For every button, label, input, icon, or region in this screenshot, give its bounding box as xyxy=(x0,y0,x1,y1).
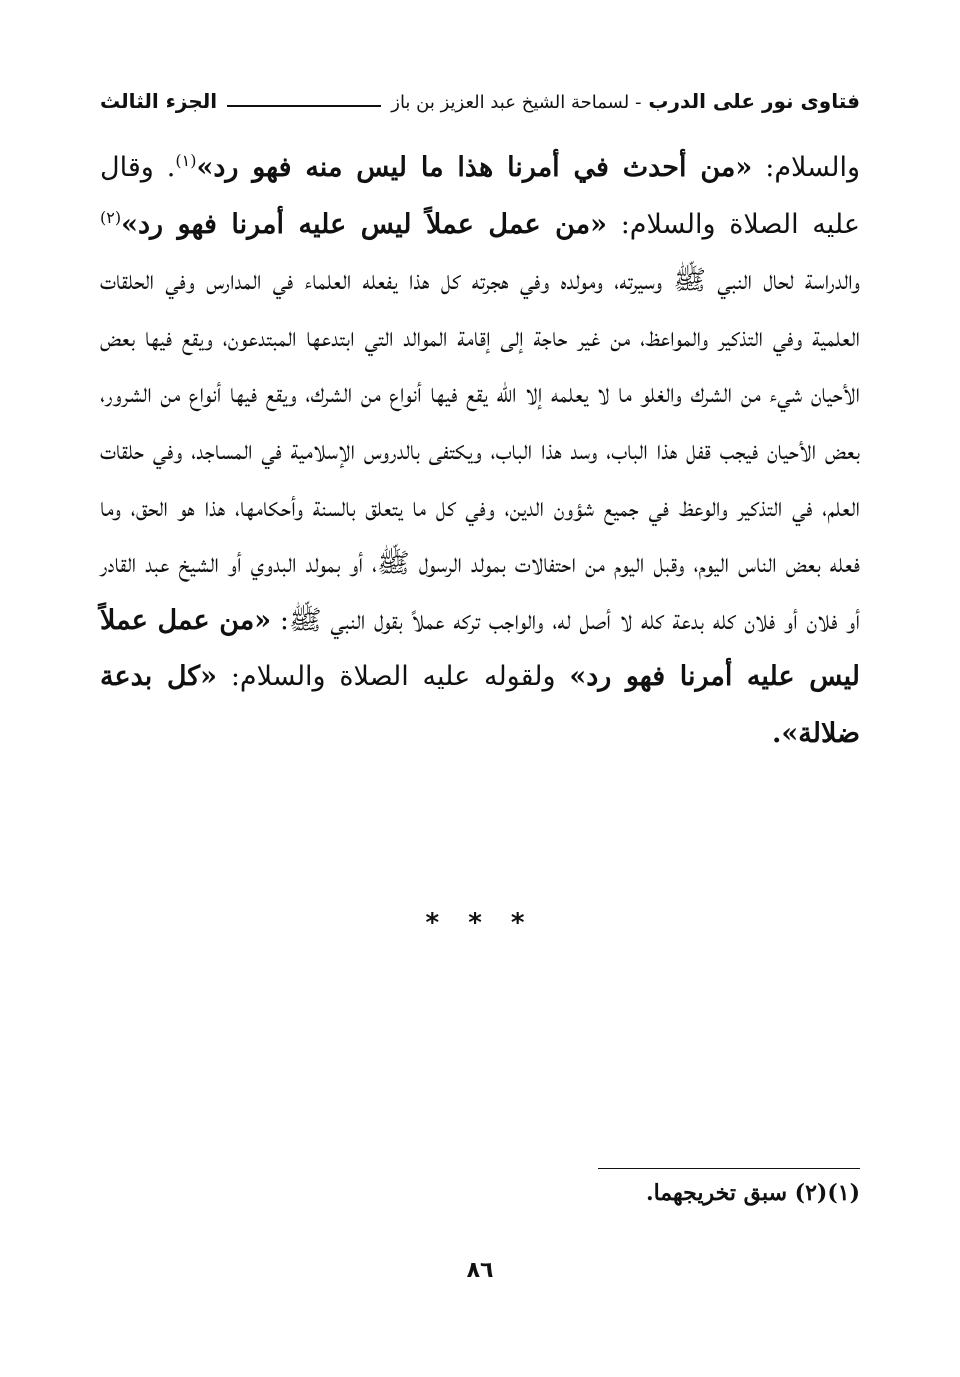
page-number: ٨٦ xyxy=(466,1258,494,1283)
footnote-rule xyxy=(598,1168,860,1169)
main-text xyxy=(100,140,860,763)
hadith-quote: «كل بدعة ضلالة» xyxy=(100,661,860,749)
text-segment: والدراسة لحال النبي ﷺ وسيرته، ومولده وفي هجرته كل هذا يفعله العلماء في المدارس وفي الحلقات العلمية وفي التذكير والمواعظ، من غير حاجة إلى إقامة الموالد التي ابتدعها المبتدعون، ويقع فيها بعض الأحيان شيء من الشرك والغلو ما لا يعلمه إلا الله يقع فيها أنواع من الشرك، ويقع فيها أنواع من الشرور، بعض الأحيان فيجب قفل هذا الباب، وسد هذا الباب، ويكتفى بالدروس الإسلامية في المساجد، وفي حلقات العلم، في التذكير والوعظ في جميع شؤون الدين، وفي كل ما يتعلق بالسنة وأحكامها، هذا هو الحق، وما فعله بعض الناس اليوم، وقبل اليوم من احتفالات بمولد الرسول ﷺ، أو بمولد البدوي أو الشيخ عبد القادر أو فلان أو فلان كله بدعة كله لا أصل له، والواجب تركه عملاً بقول النبي ﷺ: xyxy=(100,265,860,636)
hadith-quote: «من عمل عملاً ليس عليه أمرنا فهو رد» xyxy=(100,604,860,693)
header-title xyxy=(391,89,860,113)
section-separator: * * * xyxy=(425,908,535,938)
text-segment: والسلام: xyxy=(752,152,860,183)
header-rule xyxy=(227,105,381,107)
book-title: فتاوى نور على الدرب xyxy=(648,89,860,113)
part-label: الجزء الثالث xyxy=(100,89,218,113)
running-header xyxy=(100,80,860,122)
text-segment: . وقال عليه الصلاة والسلام: xyxy=(100,152,860,240)
text-end: . xyxy=(771,717,782,749)
footnote-ref: (١) xyxy=(175,151,197,170)
hadith-quote: «من أحدث في أمرنا هذا ما ليس منه فهو رد» xyxy=(196,152,753,183)
footnote-ref: (٢) xyxy=(100,207,122,227)
text-segment: ولقوله عليه الصلاة والسلام: xyxy=(217,661,570,693)
hadith-quote: «من عمل عملاً ليس عليه أمرنا فهو رد» xyxy=(121,208,607,240)
author-line: - لسماحة الشيخ عبد العزيز بن باز xyxy=(391,92,642,113)
footnote: (١)(٢) سبق تخريجهما. xyxy=(645,1180,860,1206)
